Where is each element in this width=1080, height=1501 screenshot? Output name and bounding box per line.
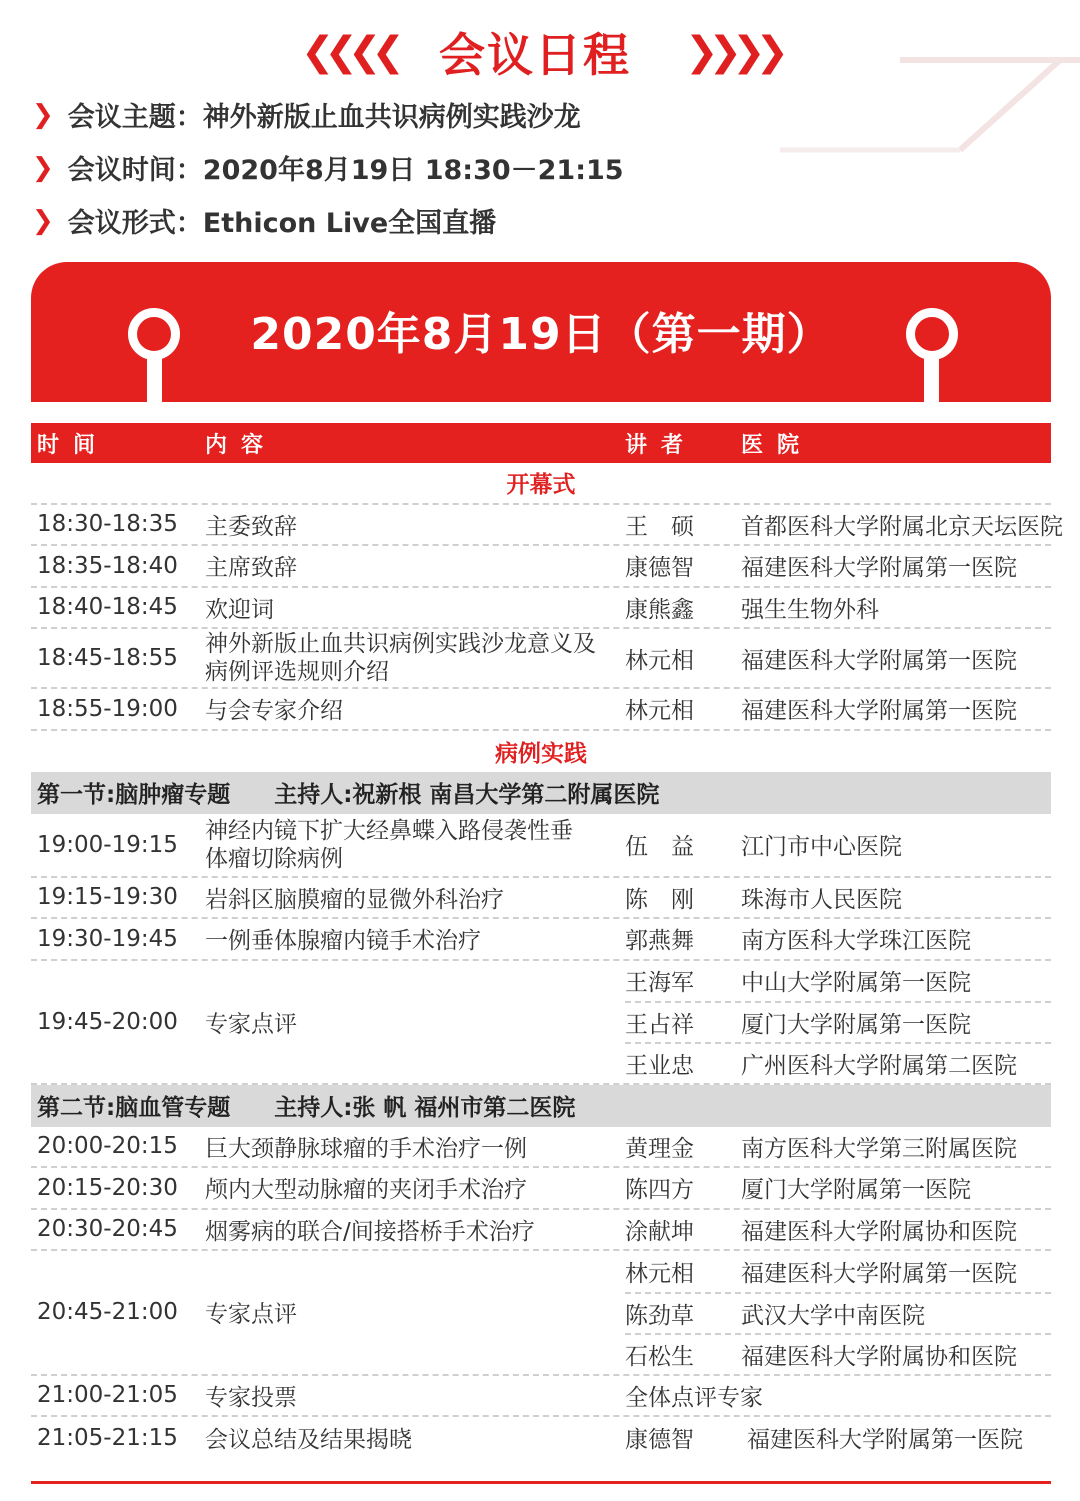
info-value: Ethicon Live全国直播 bbox=[202, 208, 497, 239]
table-row: 18:40-18:45 欢迎词 康熊鑫 强生生物外科 bbox=[31, 588, 1051, 630]
reviewer-list bbox=[625, 961, 1051, 1084]
review-row: 20:45-21:00 专家点评 林元相 福建医科大学附属第一医院 陈劲草 武汉大学中南医院 石松生 福建医科大学附属协和医院 bbox=[31, 1251, 1051, 1376]
reviewer: 林元相 福建医科大学附属第一医院 bbox=[625, 1260, 1017, 1287]
segment-host: 主持人:祝新根 南昌大学第二附属医院 bbox=[274, 782, 660, 809]
info-time bbox=[32, 148, 624, 187]
page-title: 会议日程 bbox=[439, 28, 631, 82]
header-speaker: 讲者 bbox=[625, 432, 698, 458]
info-label: 会议形式： bbox=[67, 208, 203, 239]
segment-header-1 bbox=[31, 772, 1051, 814]
reviewer: 王海军 中山大学附属第一医院 bbox=[625, 970, 971, 997]
reviewer: 陈劲草 武汉大学中南医院 bbox=[625, 1292, 1051, 1333]
bottom-rule bbox=[31, 1481, 1051, 1484]
segment-title: 第一节:脑肿瘤专题 bbox=[37, 782, 231, 809]
table-row: 19:00-19:15 神经内镜下扩大经鼻蝶入路侵袭性垂体瘤切除病例 伍 益 江门市中心医院 bbox=[31, 814, 1051, 878]
review-row: 19:45-20:00 专家点评 王海军 中山大学附属第一医院 王占祥 厦门大学附属第一医院 王业忠 广州医科大学附属第二医院 bbox=[31, 961, 1051, 1086]
info-value: 神外新版止血共识病例实践沙龙 bbox=[202, 102, 581, 133]
reviewer: 王业忠 广州医科大学附属第二医院 bbox=[625, 1042, 1051, 1083]
section-cases: 病例实践 bbox=[495, 740, 587, 767]
section-opening: 开幕式 bbox=[31, 463, 1051, 505]
table-row: 19:30-19:45 一例垂体腺瘤内镜手术治疗 郭燕舞 南方医科大学珠江医院 bbox=[31, 919, 1051, 961]
bullet-arrow-icon: ❯ bbox=[32, 152, 54, 183]
chevrons-left-icon: ❮❮❮❮ bbox=[300, 29, 395, 75]
binder-stem bbox=[147, 358, 162, 402]
chevrons-right-icon: ❯❯❯❯ bbox=[685, 29, 780, 75]
table-row: 18:30-18:35 主委致辞 王 硕 首都医科大学附属北京天坛医院 bbox=[31, 505, 1051, 547]
bullet-arrow-icon: ❯ bbox=[32, 205, 54, 236]
info-label: 会议时间： bbox=[67, 155, 203, 186]
info-format bbox=[32, 201, 496, 240]
table-row: 19:15-19:30 岩斜区脑膜瘤的显微外科治疗 陈 刚 珠海市人民医院 bbox=[31, 878, 1051, 920]
info-topic bbox=[32, 95, 581, 134]
reviewer-list bbox=[625, 1251, 1051, 1374]
table-row: 18:35-18:40 主席致辞 康德智 福建医科大学附属第一医院 bbox=[31, 546, 1051, 588]
header-hospital: 医院 bbox=[741, 432, 814, 458]
reviewer: 王占祥 厦门大学附属第一医院 bbox=[625, 1001, 1051, 1042]
table-row: 18:45-18:55 神外新版止血共识病例实践沙龙意义及病例评选规则介绍 林元相 福建医科大学附属第一医院 bbox=[31, 629, 1051, 689]
table-row: 21:00-21:05 专家投票 全体点评专家 bbox=[31, 1376, 1051, 1418]
date-banner bbox=[31, 262, 1051, 402]
reviewer: 石松生 福建医科大学附属协和医院 bbox=[625, 1333, 1051, 1374]
table-header bbox=[31, 423, 1051, 463]
info-label: 会议主题： bbox=[67, 102, 203, 133]
table-row: 20:15-20:30 颅内大型动脉瘤的夹闭手术治疗 陈四方 厦门大学附属第一医院 bbox=[31, 1168, 1051, 1210]
header-time: 时间 bbox=[37, 432, 110, 458]
binder-stem bbox=[924, 358, 939, 402]
info-value: 2020年8月19日 18:30－21:15 bbox=[202, 155, 624, 186]
segment-header-2 bbox=[31, 1085, 1051, 1127]
banner-date: 2020年8月19日（第一期） bbox=[250, 309, 832, 360]
schedule-table bbox=[31, 423, 1063, 1459]
header-content: 内容 bbox=[205, 432, 278, 458]
page-header bbox=[0, 20, 1080, 84]
table-row: 20:30-20:45 烟雾病的联合/间接搭桥手术治疗 涂献坤 福建医科大学附属协和医院 bbox=[31, 1210, 1051, 1252]
segment-title: 第二节:脑血管专题 bbox=[37, 1095, 231, 1122]
table-row: 20:00-20:15 巨大颈静脉球瘤的手术治疗一例 黄理金 南方医科大学第三附属医院 bbox=[31, 1127, 1051, 1169]
bullet-arrow-icon: ❯ bbox=[32, 99, 54, 130]
table-row: 18:55-19:00 与会专家介绍 林元相 福建医科大学附属第一医院 bbox=[31, 689, 1051, 731]
segment-host: 主持人:张 帆 福州市第二医院 bbox=[274, 1095, 576, 1122]
table-row: 21:05-21:15 会议总结及结果揭晓 康德智 福建医科大学附属第一医院 bbox=[37, 1424, 1023, 1454]
